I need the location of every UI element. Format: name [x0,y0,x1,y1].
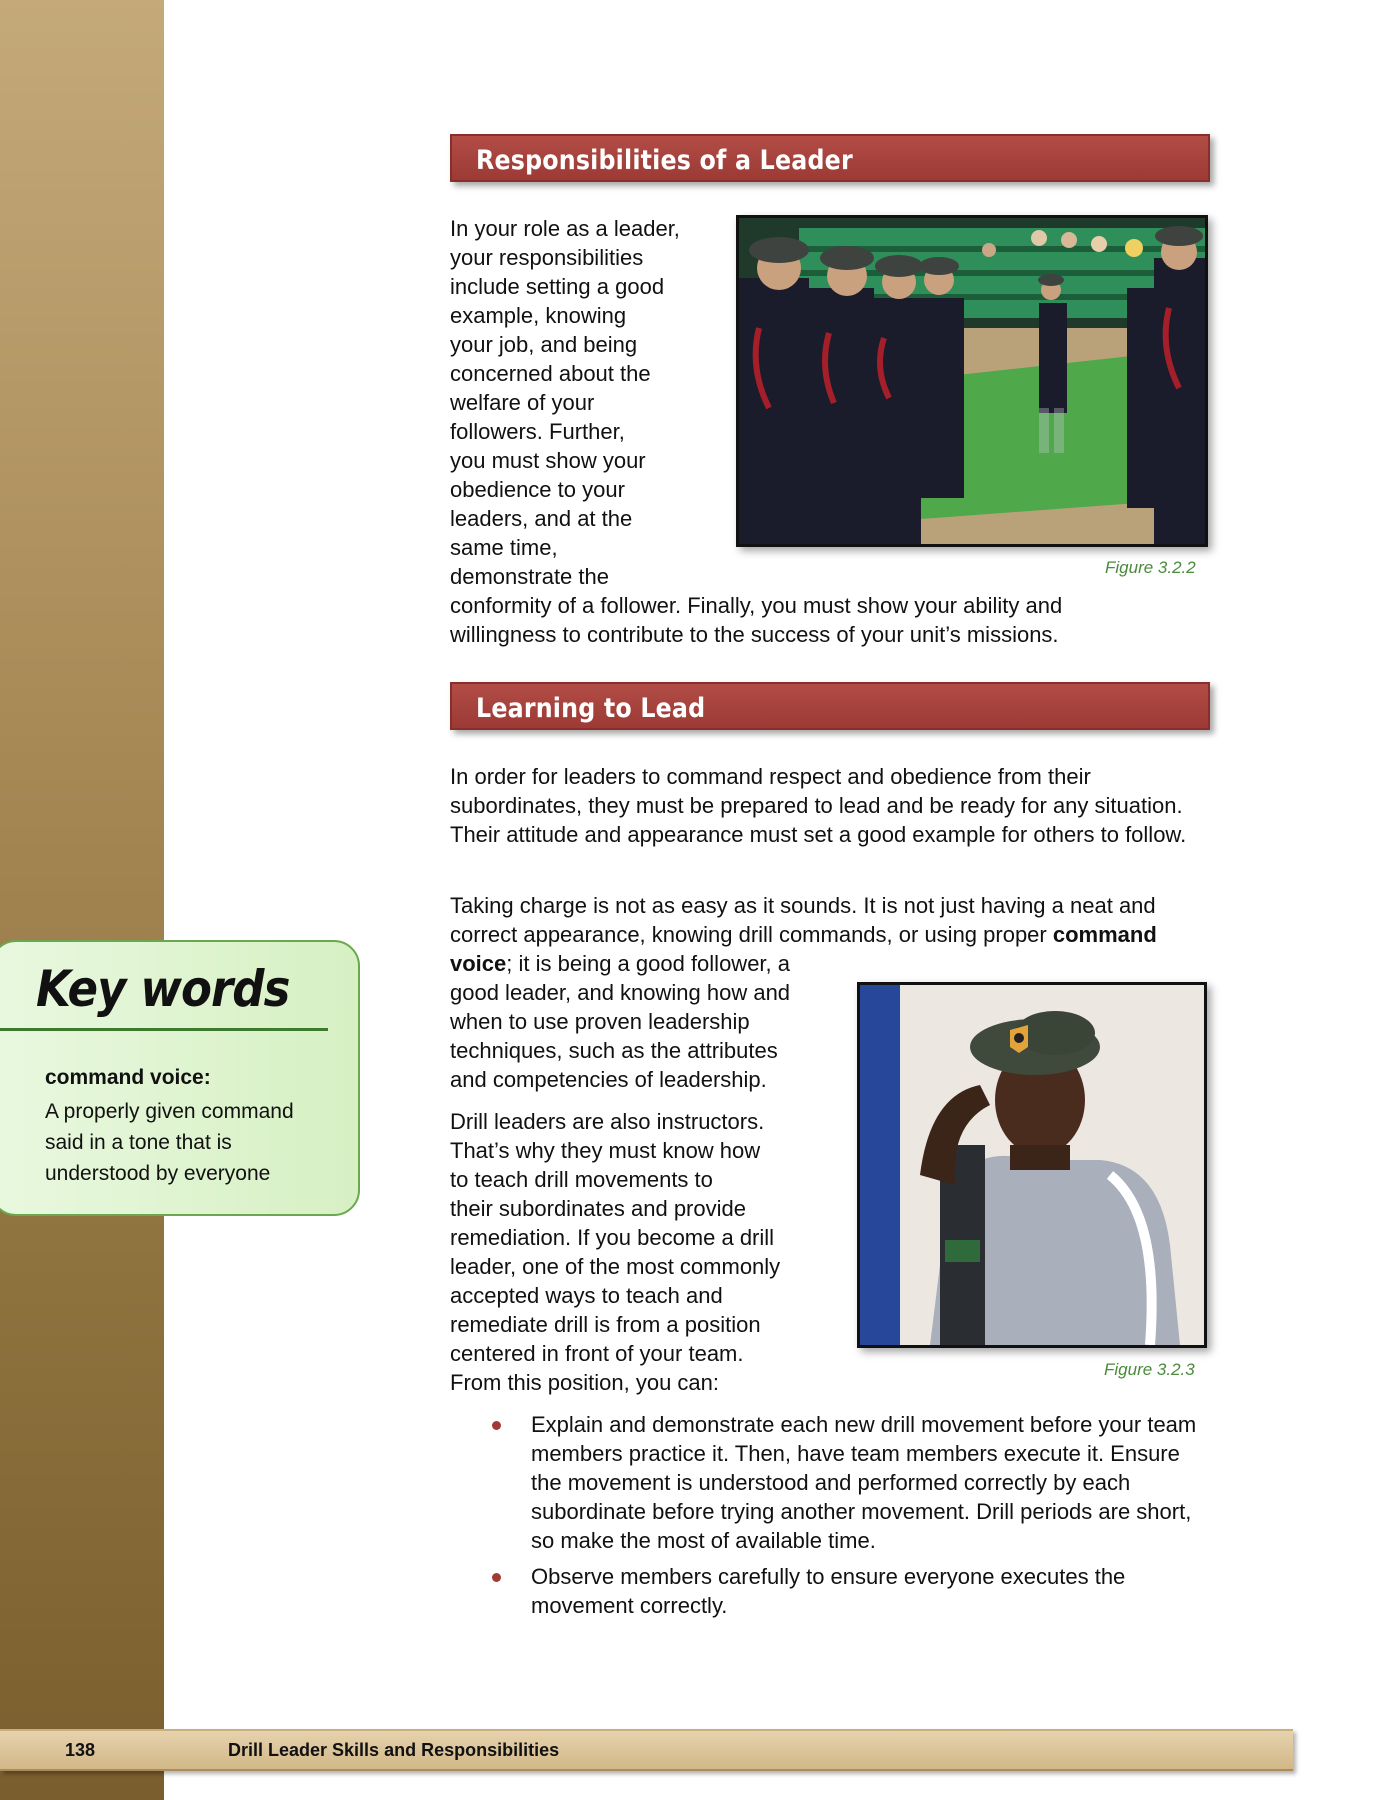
section1-wrapped-text [450,214,1063,649]
key-term: voice [450,951,507,976]
text-line: include setting a good [450,274,665,299]
text-line: concerned about the [450,361,651,386]
bullet-list [450,1410,1210,1627]
section-header-responsibilities [450,134,1210,182]
text-line: remediation. If you become a drill [450,1225,775,1250]
saluting-cadet-photo [857,982,1207,1348]
text-line: centered in front of your team. [450,1341,744,1366]
page-footer [0,1729,1293,1771]
figure-caption: Figure 3.2.3 [1104,1360,1195,1379]
key-word-term: command voice: [45,1066,211,1089]
text-fragment: ; it is being a good follower, a [506,951,790,976]
text-line: obedience to your [450,477,625,502]
bullet-icon [492,1573,501,1582]
section-header-learning-to-lead [450,682,1210,730]
bullet-icon [492,1421,501,1430]
text-line: conformity of a follower. Finally, you must show your ability and [450,593,1063,618]
chapter-title: Drill Leader Skills and Responsibilities [228,1740,560,1760]
text-line: accepted ways to teach and [450,1283,723,1308]
page-number: 138 [65,1740,96,1760]
text-line: leaders, and at the [450,506,633,531]
text-line: welfare of your [450,390,595,415]
text-line: their subordinates and provide [450,1196,746,1221]
key-word-definition: A properly given command said in a tone that is understood by everyone [45,1100,294,1185]
key-term: command [1052,922,1157,947]
text-line: From this position, you can: [450,1370,720,1395]
text-line: to teach drill movements to [450,1167,713,1192]
list-item-text: Explain and demonstrate each new drill movement before your team members practice it. Then, have team members execute it. Ensure the movement is understood and performed correctly by each subordinate before trying another movement. Drill periods are short, so make the most of available time. [531,1412,1197,1553]
text-line: your job, and being [450,332,638,357]
figure-caption: Figure 3.2.2 [1105,558,1196,577]
text-line: same time, [450,535,558,560]
text-line: leader, one of the most commonly [450,1254,781,1279]
text-line: followers. Further, [450,419,625,444]
text-line: That’s why they must know how [450,1138,761,1163]
key-words-title: Key words [36,960,290,1018]
section2-para3 [450,1107,830,1397]
text-line: your responsibilities [450,245,644,270]
text-line: demonstrate the [450,564,609,589]
key-words-divider [0,1028,328,1031]
text-line: example, knowing [450,303,627,328]
text-fragment: correct appearance, knowing drill commands, or using proper [450,922,1053,947]
list-item [450,1562,1201,1620]
text-line: In your role as a leader, [450,216,680,241]
text-line: you must show your [450,448,646,473]
text-line: remediate drill is from a position [450,1312,761,1337]
text-line [450,949,1210,978]
list-item [450,1410,1201,1555]
text-line: techniques, such as the attributes [450,1038,778,1063]
text-line: Taking charge is not as easy as it sounds. It is not just having a neat and [450,893,1156,918]
text-line: Drill leaders are also instructors. [450,1109,765,1134]
text-line [450,920,1210,949]
marching-cadets-photo [736,215,1208,547]
saluting-cadet-illustration [860,985,1204,1345]
text-line: good leader, and knowing how and [450,980,791,1005]
section-title: Learning to Lead [476,693,706,724]
side-bar [0,0,164,1800]
section2-para1: In order for leaders to command respect and obedience from their subordinates, they must be prepared to lead and be ready for any situation. Their attitude and appearance must set a good example for others to follow. [450,764,1187,847]
list-item-text: Observe members carefully to ensure everyone executes the movement correctly. [531,1564,1126,1618]
text-line: and competencies of leadership. [450,1067,767,1092]
key-words-box [0,940,360,1216]
marching-cadets-illustration [739,218,1205,544]
text-line: when to use proven leadership [450,1009,750,1034]
text-line: willingness to contribute to the success of your unit’s missions. [450,622,1059,647]
section-title: Responsibilities of a Leader [476,145,853,176]
